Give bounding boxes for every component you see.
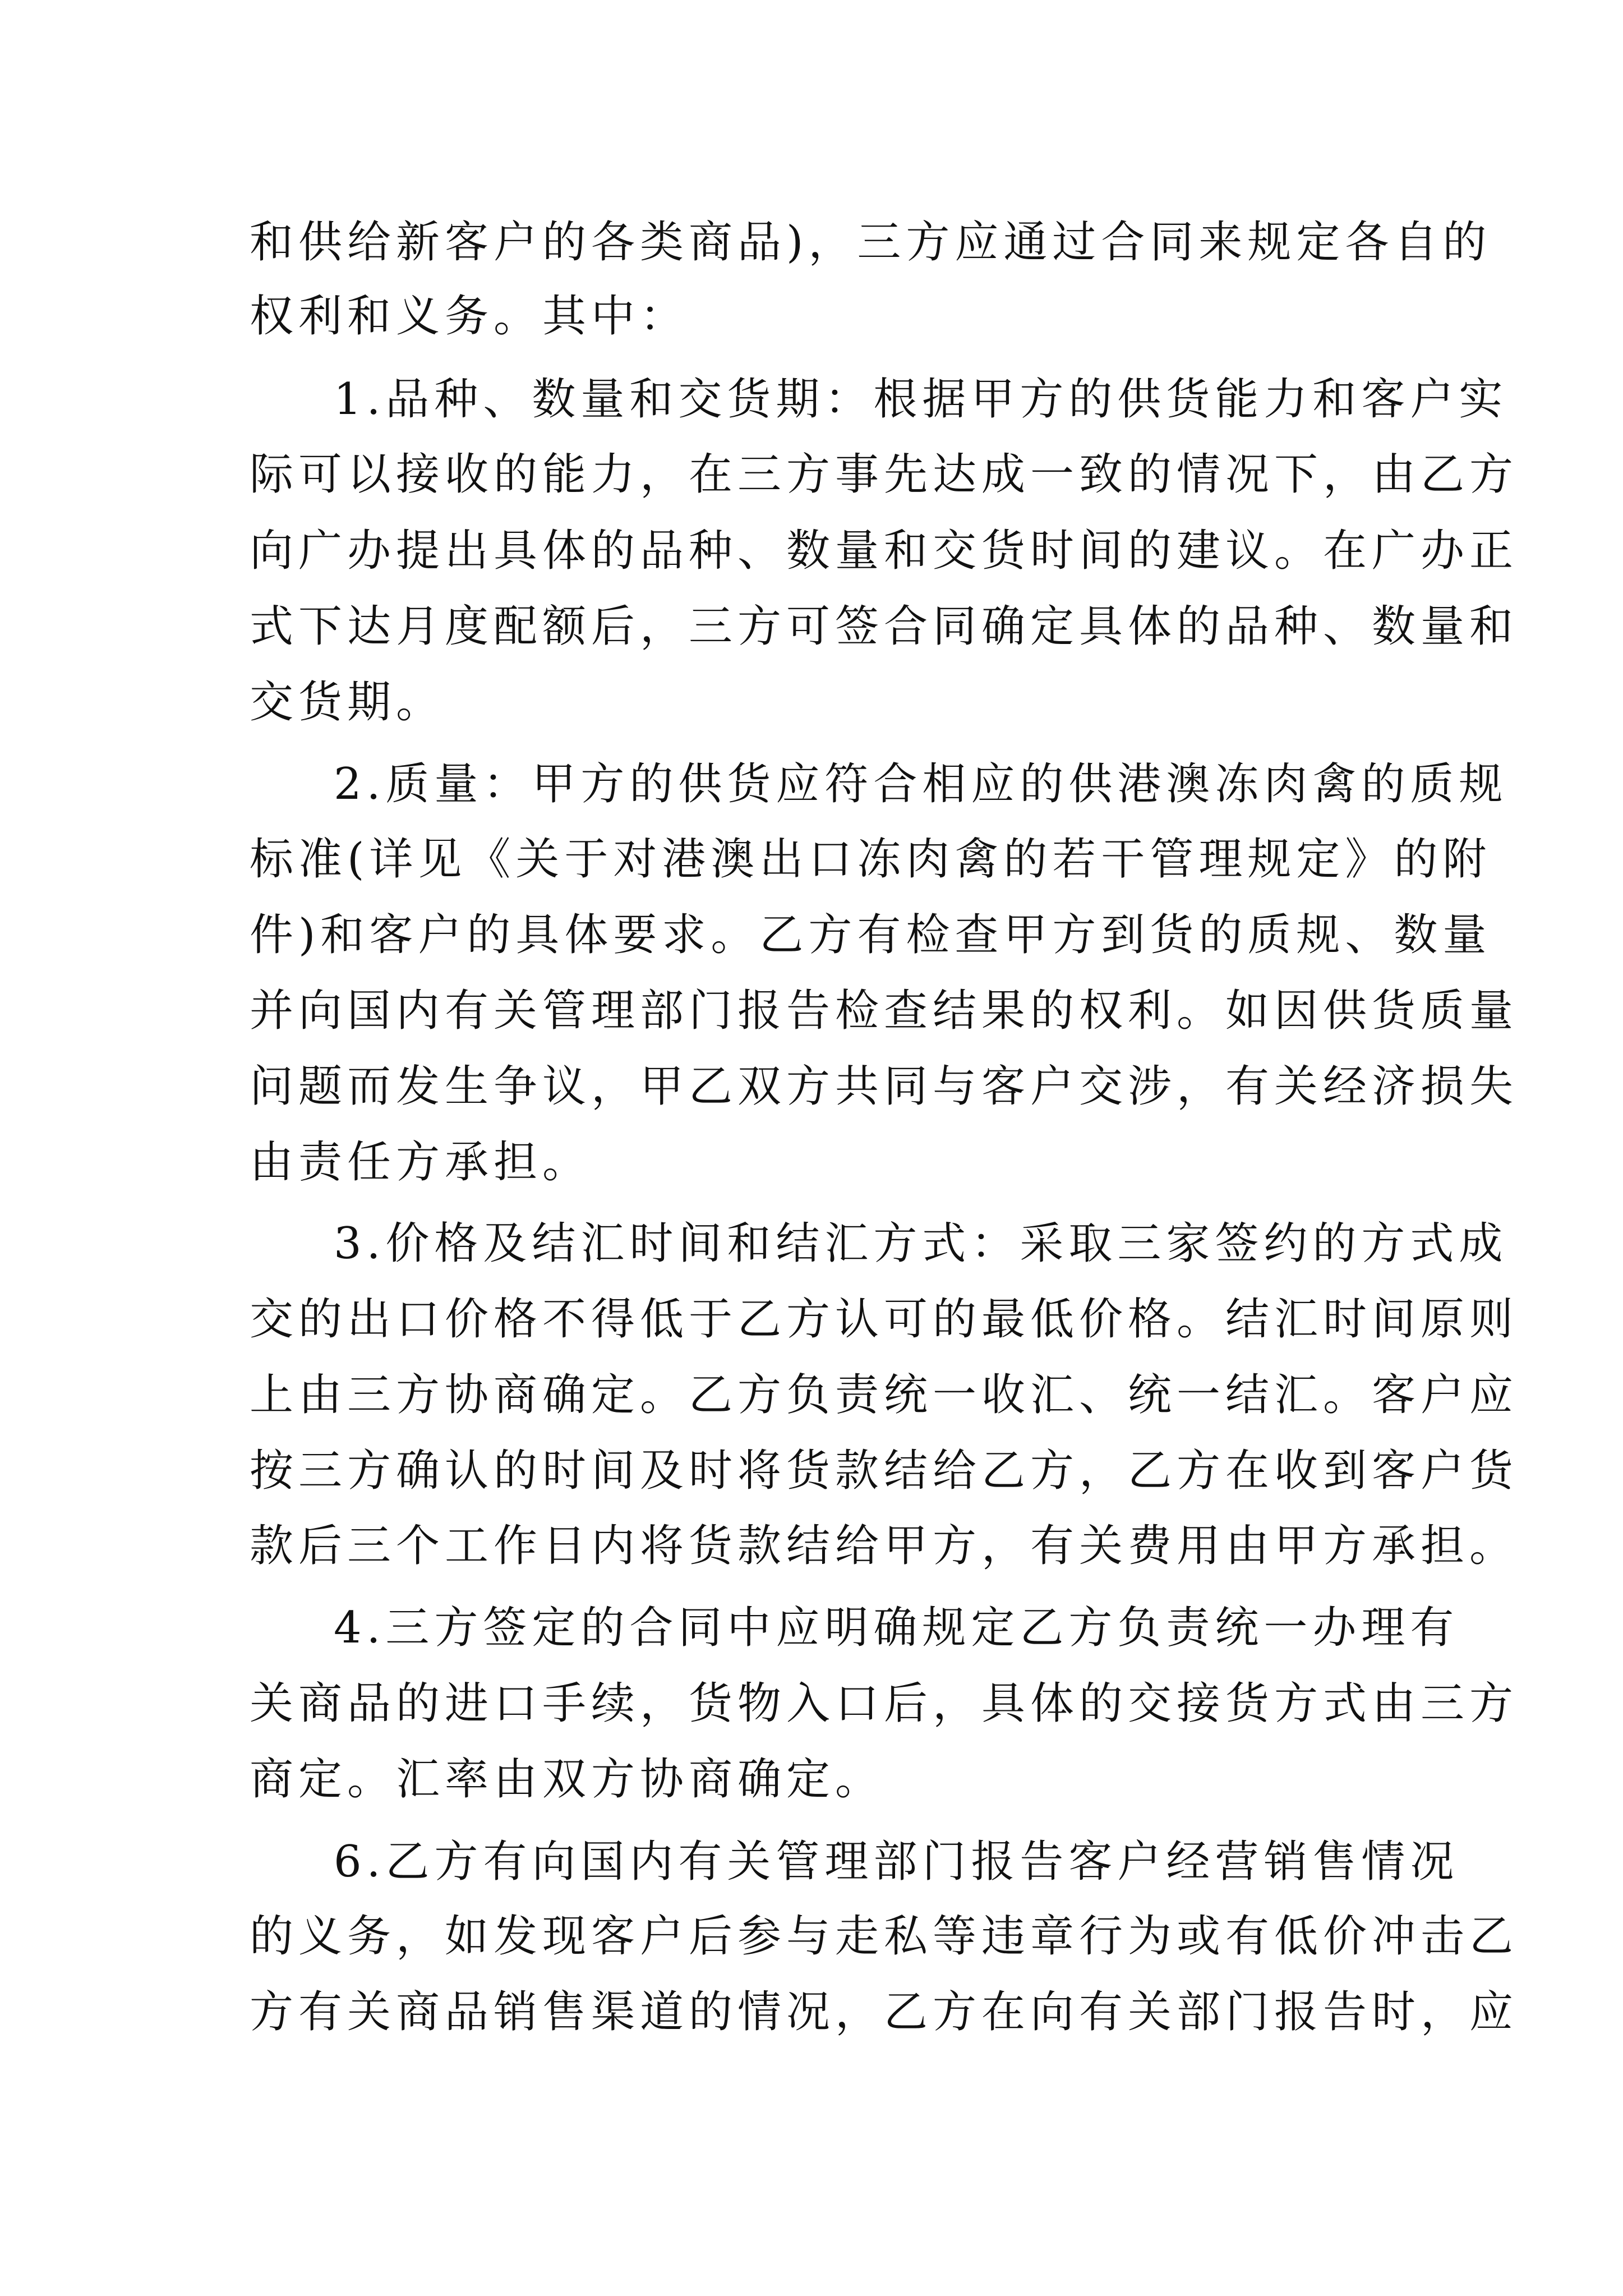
text-line: 上由三方协商确定。乙方负责统一收汇、统一结汇。客户应 <box>250 1370 1519 1420</box>
text-line: 交货期。 <box>250 677 445 728</box>
text-line: 关商品的进口手续，货物入口后，具体的交接货方式由三方 <box>250 1678 1519 1729</box>
paragraph-3-start: 3.价格及结汇时间和结汇方式：采取三家签约的方式成 <box>334 1218 1508 1269</box>
text-line: 的义务，如发现客户后参与走私等违章行为或有低价冲击乙 <box>250 1911 1519 1962</box>
text-line: 交的出口价格不得低于乙方认可的最低价格。结汇时间原则 <box>250 1294 1519 1345</box>
paragraph-4-start: 4.三方签定的合同中应明确规定乙方负责统一办理有 <box>334 1603 1459 1653</box>
text-line: 向广办提出具体的品种、数量和交货时间的建议。在广办正 <box>250 526 1519 576</box>
paragraph-2-start: 2.质量：甲方的供货应符合相应的供港澳冻肉禽的质规 <box>334 759 1508 809</box>
text-line: 和供给新客户的各类商品)，三方应通过合同来规定各自的 <box>250 217 1492 268</box>
text-line: 件)和客户的具体要求。乙方有检查甲方到货的质规、数量 <box>250 910 1492 960</box>
text-line: 由责任方承担。 <box>250 1137 592 1188</box>
text-line: 问题而发生争议，甲乙双方共同与客户交涉，有关经济损失 <box>250 1061 1519 1112</box>
paragraph-6-start: 6.乙方有向国内有关管理部门报告客户经营销售情况 <box>334 1837 1459 1887</box>
text-line: 标准(详见《关于对港澳出口冻肉禽的若干管理规定》的附 <box>250 834 1492 885</box>
text-line: 际可以接收的能力，在三方事先达成一致的情况下，由乙方 <box>250 449 1519 500</box>
text-line: 方有关商品销售渠道的情况，乙方在向有关部门报告时，应 <box>250 1987 1519 2037</box>
text-line: 权利和义务。其中： <box>250 291 689 342</box>
text-line: 商定。汇率由双方协商确定。 <box>250 1754 884 1805</box>
text-line: 并向国内有关管理部门报告检查结果的权利。如因供货质量 <box>250 986 1519 1036</box>
text-line: 按三方确认的时间及时将货款结给乙方，乙方在收到客户货 <box>250 1446 1519 1496</box>
text-line: 式下达月度配额后，三方可签合同确定具体的品种、数量和 <box>250 601 1519 652</box>
text-line: 款后三个工作日内将货款结给甲方，有关费用由甲方承担。 <box>250 1521 1519 1571</box>
paragraph-1-start: 1.品种、数量和交货期：根据甲方的供货能力和客户实 <box>334 374 1508 425</box>
